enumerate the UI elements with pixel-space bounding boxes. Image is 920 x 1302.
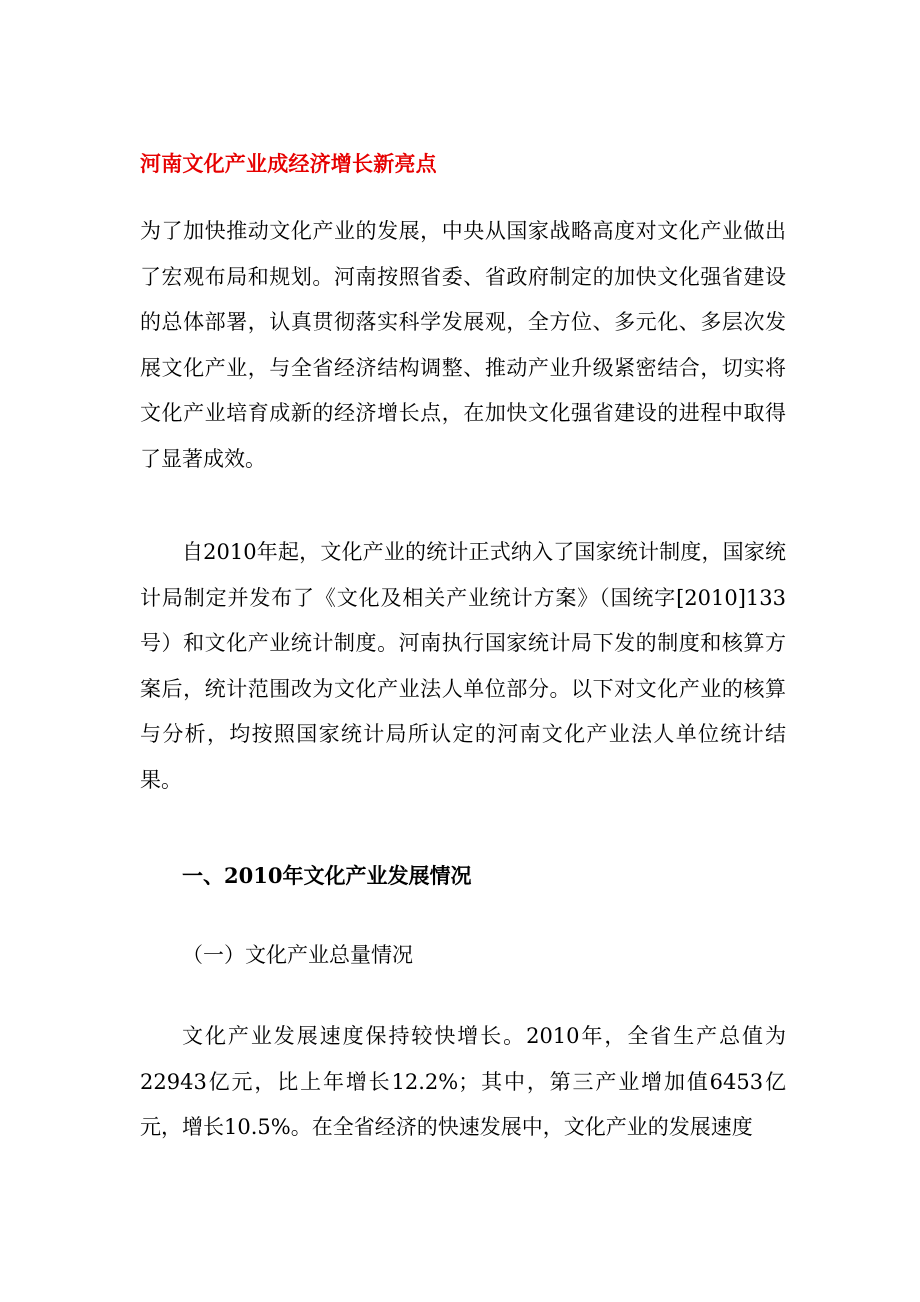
- document-title: 河南文化产业成经济增长新亮点: [140, 151, 437, 176]
- paragraph-intro: 为了加快推动文化产业的发展，中央从国家战略高度对文化产业做出了宏观布局和规划。河南按照省委、省政府制定的加快文化强省建设的总体部署，认真贯彻落实科学发展观，全方位、多元化、多层次发展文化产业，与全省经济结构调整、推动产业升级紧密结合，切实将文化产业培育成新的经济增长点，在加快文化强省建设的进程中取得了显著成效。: [140, 219, 786, 471]
- subsection-heading: （一）文化产业总量情况: [182, 943, 413, 967]
- paragraph-statistics: 自2010年起，文化产业的统计正式纳入了国家统计制度，国家统计局制定并发布了《文化及相关产业统计方案》（国统字[2010]133号）和文化产业统计制度。河南执行国家统计局下发的制度和核算方案后，统计范围改为文化产业法人单位部分。以下对文化产业的核算与分析，均按照国家统计局所认定的河南文化产业法人单位统计结果。: [140, 540, 786, 792]
- section-heading: 一、2010年文化产业发展情况: [182, 863, 472, 888]
- paragraph-growth: 文化产业发展速度保持较快增长。2010年，全省生产总值为22943亿元，比上年增长12.2%；其中，第三产业增加值6453亿元，增长10.5%。在全省经济的快速发展中，文化产业的发展速度: [140, 1024, 786, 1139]
